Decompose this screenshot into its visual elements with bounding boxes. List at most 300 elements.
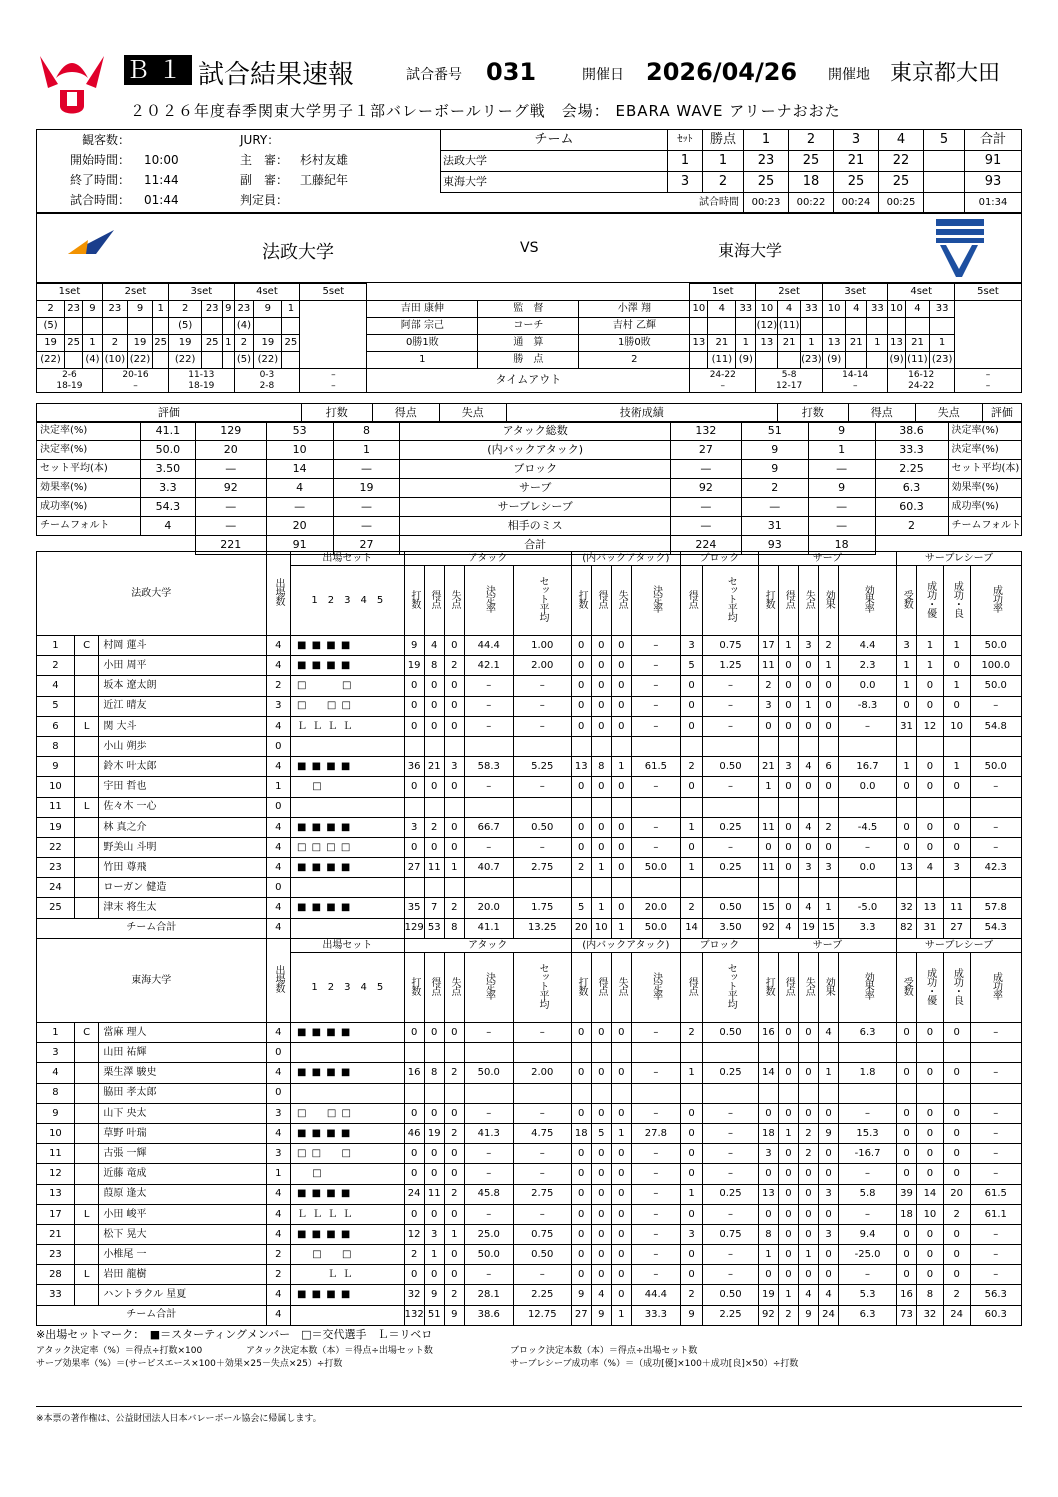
player-stat: – [839, 1164, 897, 1184]
player-stat [970, 1083, 1021, 1103]
staff-role: 勝 点 [478, 352, 579, 369]
lineup-cell: 13 [823, 335, 846, 352]
team-total-stat: 92 [758, 918, 778, 938]
player-stat: 0.50 [703, 757, 759, 777]
player-stat: -8.3 [839, 696, 897, 716]
player-stat: – [970, 696, 1021, 716]
player-role [74, 858, 99, 878]
player-stat: 0 [778, 1265, 798, 1285]
player-stat: 2 [758, 676, 778, 696]
player-stat [464, 1043, 513, 1063]
team-total-stat: 9 [680, 1305, 702, 1325]
player-stat: 4.4 [839, 636, 897, 656]
player-stat: 32 [897, 898, 917, 918]
player-stat: – [631, 817, 680, 837]
player-stat [943, 797, 970, 817]
team-total-stat: 24 [943, 1305, 970, 1325]
player-stat: 0.75 [513, 1224, 571, 1244]
player-row [37, 1063, 1022, 1083]
player-stat: 0 [680, 1164, 702, 1184]
player-stat: 0 [611, 1063, 631, 1083]
player-stat: 1 [943, 676, 970, 696]
player-stat: 2 [680, 1023, 702, 1043]
player-stat: 4 [798, 757, 818, 777]
player-stat: 14 [917, 1184, 944, 1204]
player-stat [404, 797, 424, 817]
player-stat: 1 [798, 1245, 818, 1265]
stat-col-header: 決定率 [650, 972, 662, 1000]
eval-item: チームフォルト [948, 517, 1022, 536]
home-stat: — [195, 498, 266, 517]
player-stat: 0 [917, 676, 944, 696]
stat-col-header: 失点 [803, 589, 815, 608]
eval-item: 決定率(%) [37, 441, 141, 460]
player-stat: 4.75 [513, 1123, 571, 1143]
player-stat [917, 1083, 944, 1103]
player-stat: 0 [424, 1265, 444, 1285]
lineup-cell: (22) [169, 352, 202, 369]
lineup-cell: (9) [736, 352, 756, 369]
setnum-header: 1 2 3 4 5 [291, 566, 405, 636]
lineup-cell: 19 [169, 335, 202, 352]
player-set-marks [291, 736, 405, 756]
player-stat [571, 797, 591, 817]
player-stat: 66.7 [464, 817, 513, 837]
player-stat: 0 [819, 1144, 839, 1164]
player-stat: 0 [611, 1245, 631, 1265]
lineup-cell: 2 [102, 335, 127, 352]
team-total-stat: 132 [404, 1305, 424, 1325]
player-appear: 4 [266, 817, 291, 837]
player-set-marks: □ □ □ [291, 696, 405, 716]
player-stat: 0 [897, 1023, 917, 1043]
away-stat: 2 [741, 479, 808, 498]
group-header: 出場セット [291, 939, 405, 953]
player-stat: 0 [897, 817, 917, 837]
player-stat: 8 [591, 757, 611, 777]
player-set-marks: □ □ [291, 1245, 405, 1265]
referee2-label: 副 審： [240, 173, 289, 188]
player-stat [571, 1043, 591, 1063]
player-role: L [74, 1265, 99, 1285]
lineup-cell: 2 [169, 301, 202, 318]
lineup-cell: (9) [888, 352, 905, 369]
player-stat: 2 [798, 1144, 818, 1164]
player-stat [591, 878, 611, 898]
player-stat [631, 797, 680, 817]
group-header: 出場セット [291, 552, 405, 566]
player-stat: 0 [591, 1184, 611, 1204]
match-no-label: 試合番号 [406, 67, 462, 83]
home-timeout-set3: 11-13 18-19 [169, 369, 234, 393]
player-stat: 3 [819, 1184, 839, 1204]
player-row [37, 1144, 1022, 1164]
player-number: 33 [37, 1285, 75, 1305]
group-header: サーブ [758, 939, 896, 953]
player-stat: – [703, 1265, 759, 1285]
lineup-cell: 1 [736, 335, 756, 352]
player-role [74, 676, 99, 696]
player-stat: 0 [798, 1184, 818, 1204]
lineup-cell: 4 [846, 301, 867, 318]
player-stat [798, 878, 818, 898]
away-set2-label: 2set [756, 284, 823, 301]
away-stat: 92 [670, 479, 741, 498]
player-stat: 0 [611, 858, 631, 878]
player-stat [703, 736, 759, 756]
player-stat: 0 [917, 1144, 944, 1164]
score-set3: 25 [834, 172, 879, 193]
player-stat: – [631, 837, 680, 857]
team-total-stat: 2.25 [703, 1305, 759, 1325]
score-table [440, 129, 1022, 214]
lineup-cell: 21 [708, 335, 736, 352]
home-stat: — [333, 517, 400, 536]
player-stat: – [464, 1204, 513, 1224]
team-total-stat: 31 [917, 918, 944, 938]
player-set-marks: ■ ■ ■ ■ [291, 1023, 405, 1043]
stat-skill: ブロック [400, 460, 671, 479]
player-stat [424, 736, 444, 756]
referee1-label: 主 審： [240, 153, 289, 168]
player-stat: 0 [424, 676, 444, 696]
lineup-cell: 21 [778, 335, 800, 352]
home-stat: 20 [266, 517, 333, 536]
player-stat: 0 [571, 777, 591, 797]
player-stat: 0 [571, 696, 591, 716]
lineup-cell: 25 [202, 335, 223, 352]
player-stat: – [513, 696, 571, 716]
player-set-marks: ■ ■ ■ ■ [291, 757, 405, 777]
home-timeout-set2: 20-16 – [102, 369, 168, 393]
eval-item: 効果率(%) [37, 479, 141, 498]
score-set5 [924, 151, 965, 172]
player-stat [404, 1083, 424, 1103]
player-stat: 1.00 [513, 636, 571, 656]
eval-value: 2.25 [875, 460, 948, 479]
player-stat: 0 [571, 817, 591, 837]
duration: 01:44 [144, 193, 179, 208]
col-points: 得点 [848, 404, 915, 423]
player-stat [819, 1043, 839, 1063]
player-stat: 1 [680, 858, 702, 878]
player-stat: 0.50 [703, 898, 759, 918]
player-stat: 2 [680, 757, 702, 777]
lineup-cell: 19 [254, 335, 282, 352]
eval-value: 38.6 [875, 422, 948, 441]
player-appear: 4 [266, 1204, 291, 1224]
player-stat: 0 [778, 1164, 798, 1184]
report-title: 試合結果速報 [198, 60, 355, 90]
player-name: 野美山 斗明 [99, 837, 266, 857]
player-stat: -5.0 [839, 898, 897, 918]
player-stat: 3 [819, 858, 839, 878]
group-header: (内バックアタック) [571, 939, 680, 953]
away-stat: 9 [741, 441, 808, 460]
player-stat: 0 [611, 1164, 631, 1184]
score-set4: 25 [879, 172, 924, 193]
player-stat: – [703, 1164, 759, 1184]
score-points: 1 [703, 151, 744, 172]
player-set-marks: ■ ■ ■ ■ [291, 1285, 405, 1305]
player-row [37, 837, 1022, 857]
player-stat: 3 [444, 757, 464, 777]
score-set1: 25 [744, 172, 789, 193]
player-appear: 4 [266, 1123, 291, 1143]
score-points: 2 [703, 172, 744, 193]
player-stat: 0 [758, 1103, 778, 1123]
home-stat: — [195, 460, 266, 479]
lineup-cell: 25 [282, 335, 300, 352]
player-stat: 0.0 [839, 777, 897, 797]
player-number: 23 [37, 1245, 75, 1265]
home-stat: 1 [333, 441, 400, 460]
away-timeout-set5: – – [955, 369, 1022, 393]
player-stat: 0 [611, 817, 631, 837]
player-stat [680, 1043, 702, 1063]
player-stat: 0.25 [703, 858, 759, 878]
player-stat: 0 [917, 817, 944, 837]
player-stat: 11 [758, 817, 778, 837]
player-number: 8 [37, 736, 75, 756]
player-stat: – [464, 696, 513, 716]
lineup-cell: 2 [234, 335, 254, 352]
staff-away: 2 [579, 352, 690, 369]
player-stat [943, 736, 970, 756]
set-lineups-table [36, 283, 1022, 393]
player-stat: 0 [611, 1023, 631, 1043]
player-stat [444, 736, 464, 756]
player-stat: 0 [819, 716, 839, 736]
player-stat: 3 [778, 757, 798, 777]
player-row [37, 1023, 1022, 1043]
away-stat: 27 [670, 441, 741, 460]
stat-col-header: 得点 [428, 589, 440, 608]
player-stat: 3 [897, 636, 917, 656]
stat-col-header: 打数 [763, 976, 775, 995]
stat-col-header: 打数 [408, 976, 420, 995]
player-stat: 0 [571, 716, 591, 736]
player-stat: 2.3 [839, 656, 897, 676]
team-total-stat: 27 [571, 1305, 591, 1325]
player-stat [778, 797, 798, 817]
player-row [37, 858, 1022, 878]
team-total-stat: 9 [591, 1305, 611, 1325]
player-stat: 0 [424, 837, 444, 857]
player-stat: 1 [943, 757, 970, 777]
referee1-name: 杉村友雄 [300, 153, 349, 168]
staff-home: 吉田 康伸 [367, 301, 478, 318]
player-stat: 0 [611, 777, 631, 797]
player-stat: 6 [819, 757, 839, 777]
away-team-name: 東海大学 [718, 241, 783, 260]
stat-col-header: 効果率 [862, 585, 874, 613]
lineup-cell: (9) [823, 352, 846, 369]
player-stat: – [513, 1103, 571, 1123]
player-stat: 15 [758, 898, 778, 918]
home-timeout-set1: 2-6 18-19 [37, 369, 103, 393]
player-stat: 0 [897, 837, 917, 857]
lineup-cell: 13 [888, 335, 905, 352]
player-row [37, 1285, 1022, 1305]
player-stat: – [464, 1144, 513, 1164]
player-role: L [74, 716, 99, 736]
player-stat: – [631, 656, 680, 676]
player-stat: 0.50 [513, 1245, 571, 1265]
player-name: 小田 周平 [99, 656, 266, 676]
player-stat: 0.25 [703, 1184, 759, 1204]
player-stat: 0 [444, 696, 464, 716]
home-timeout-set5: – – [300, 369, 367, 393]
player-stat: 0 [571, 1023, 591, 1043]
player-stat: 13 [917, 898, 944, 918]
player-stat: 11 [424, 1184, 444, 1204]
eval-value: 54.3 [140, 498, 195, 517]
player-appear: 4 [266, 1184, 291, 1204]
player-role [74, 1083, 99, 1103]
stat-col-header: 打数 [575, 589, 587, 608]
player-stat: 0 [571, 837, 591, 857]
player-stat: 3 [943, 858, 970, 878]
player-stat: 1 [778, 1285, 798, 1305]
player-stat: 1 [680, 1063, 702, 1083]
player-stat: 1 [819, 898, 839, 918]
player-number: 3 [37, 1043, 75, 1063]
player-stat: 0 [778, 1245, 798, 1265]
player-role [74, 1245, 99, 1265]
player-name: ローガン 健造 [99, 878, 266, 898]
vs-label: VS [520, 240, 539, 256]
player-stat: 0 [591, 716, 611, 736]
player-stat: – [970, 1123, 1021, 1143]
eval-value: 41.1 [140, 422, 195, 441]
player-stat: 0 [591, 1265, 611, 1285]
score-total: 91 [965, 151, 1022, 172]
player-stat [611, 878, 631, 898]
lineup-cell: 10 [690, 301, 708, 318]
lineup-cell: 23 [234, 301, 254, 318]
player-stat: 1 [758, 777, 778, 797]
team-total-stat: 13.25 [513, 918, 571, 938]
player-stat [513, 736, 571, 756]
player-stat: 50.0 [970, 676, 1021, 696]
player-stat: – [839, 716, 897, 736]
player-set-marks: Ｌ Ｌ [291, 1265, 405, 1285]
player-stat: 0 [943, 1245, 970, 1265]
player-stat: – [464, 676, 513, 696]
player-role [74, 1063, 99, 1083]
player-stat: 1 [778, 1123, 798, 1143]
team-total-stat: 27 [943, 918, 970, 938]
player-stat [970, 878, 1021, 898]
player-row [37, 1265, 1022, 1285]
away-stat: 9 [808, 422, 875, 441]
team-total-stat: 50.0 [631, 918, 680, 938]
home-stat: 19 [333, 479, 400, 498]
player-stat: 0 [798, 837, 818, 857]
col-errors: 失点 [439, 404, 506, 423]
group-header: サーブレシーブ [897, 939, 1022, 953]
player-stat: 0 [611, 656, 631, 676]
lineup-cell: 25 [65, 335, 83, 352]
lineup-cell: 4 [708, 301, 736, 318]
player-stat [703, 1043, 759, 1063]
player-set-marks: □ [291, 1164, 405, 1184]
player-stat: 0.0 [839, 858, 897, 878]
player-row [37, 1083, 1022, 1103]
player-stat: 1 [819, 1063, 839, 1083]
away-timeout-set4: 16-12 24-22 [888, 369, 955, 393]
player-stat: 0 [444, 777, 464, 797]
player-stat: 10 [943, 716, 970, 736]
player-number: 6 [37, 716, 75, 736]
player-stat: 54.8 [970, 716, 1021, 736]
player-stat: 1 [444, 858, 464, 878]
player-stat [897, 878, 917, 898]
away-set3-label: 3set [823, 284, 888, 301]
player-stat: – [631, 1245, 680, 1265]
player-stat: 0 [680, 676, 702, 696]
player-appear: 4 [266, 1224, 291, 1244]
player-stat [513, 1043, 571, 1063]
player-stat: 0 [943, 1103, 970, 1123]
player-name: 佐々木 一心 [99, 797, 266, 817]
jury-label: JURY： [240, 133, 280, 148]
team-total-stat: 14 [680, 918, 702, 938]
team-total-label: チーム合計 [37, 1305, 267, 1325]
player-row [37, 898, 1022, 918]
player-stat: – [464, 777, 513, 797]
player-stat: 2 [444, 1184, 464, 1204]
group-header: ブロック [680, 552, 758, 566]
player-stat: 0 [897, 1224, 917, 1244]
home-stat: — [195, 517, 266, 536]
player-number: 10 [37, 777, 75, 797]
player-stat: 0 [819, 1204, 839, 1224]
player-row [37, 1123, 1022, 1143]
player-stat: 8 [424, 1063, 444, 1083]
player-stat: 0 [404, 676, 424, 696]
eval-item: セット平均(本) [37, 460, 141, 479]
player-stat: 13 [897, 858, 917, 878]
player-stat: 7 [424, 898, 444, 918]
player-stat: – [513, 716, 571, 736]
player-stat: 0 [917, 1063, 944, 1083]
player-stat: 8 [917, 1285, 944, 1305]
team-total-stat: 4 [778, 918, 798, 938]
player-stat: 0 [943, 777, 970, 797]
home-set1-label: 1set [37, 284, 103, 301]
player-role [74, 1285, 99, 1305]
player-stat [943, 878, 970, 898]
player-stat: 18 [758, 1123, 778, 1143]
player-number: 25 [37, 898, 75, 918]
set-time: 00:24 [834, 193, 879, 214]
player-stat: 11 [758, 656, 778, 676]
player-role: C [74, 1023, 99, 1043]
set-time-label: 試合時間 [441, 193, 744, 214]
player-stat [778, 1043, 798, 1063]
total-time: 01:34 [965, 193, 1022, 214]
stat-skill: 相手のミス [400, 517, 671, 536]
team-total-stat: 19 [798, 918, 818, 938]
player-stat: 4 [424, 636, 444, 656]
player-stat: 0 [798, 1164, 818, 1184]
player-set-marks: □ □ □ □ [291, 837, 405, 857]
player-number: 2 [37, 656, 75, 676]
player-stat [513, 878, 571, 898]
staff-away: 吉村 乙輝 [579, 318, 690, 335]
